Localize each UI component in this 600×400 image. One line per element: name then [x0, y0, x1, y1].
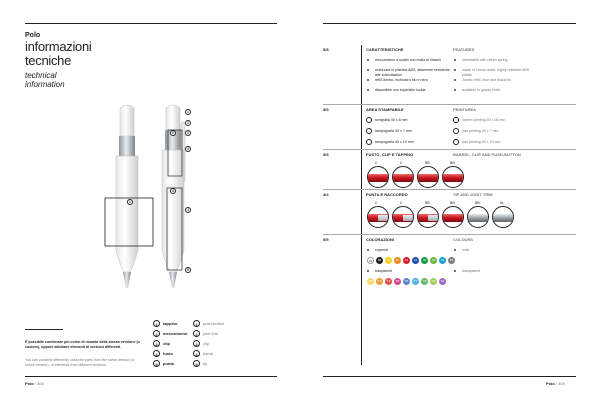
color-swatch: 44	[440, 258, 445, 262]
pen-detail-image	[367, 174, 389, 182]
trans-label-en: transparent	[462, 269, 481, 273]
bullet-dot	[367, 270, 369, 272]
pen-detail-circle	[367, 166, 389, 188]
color-swatch-transparent: T3	[377, 279, 382, 283]
variant-label: BB	[450, 161, 455, 165]
bullet-dot	[367, 89, 369, 91]
part-number-en: 5	[193, 360, 200, 367]
note-italian: È possibile combinare più colori di ricambi della stessa versione (o coolore), oppure abbinare elementi di versioni differenti.	[25, 340, 140, 349]
part-label-en: joint trim	[203, 331, 219, 336]
tip-detail	[378, 215, 389, 221]
footer-left-page: / 308	[34, 381, 44, 386]
pen-detail-image	[467, 214, 489, 222]
part-label-en: clip	[203, 341, 210, 346]
feature-it: tampografia 30 x 7 mm	[375, 129, 412, 133]
part-number-en: 1	[193, 320, 200, 327]
print-option-marker	[453, 139, 459, 145]
bullet-dot	[454, 79, 456, 81]
section-title-en: TIP AND JOINT TRIM	[453, 192, 493, 197]
print-option-marker	[453, 128, 459, 134]
pen-detail-image	[442, 174, 464, 182]
section-code: 4/4	[323, 192, 329, 197]
brand-label: Polo	[25, 32, 41, 39]
marker-4-top: 4	[185, 146, 191, 152]
title-english-2: information	[25, 80, 65, 89]
pen-detail-circle	[392, 206, 414, 228]
variant-label: AL	[500, 201, 505, 205]
bullet-dot	[367, 59, 369, 61]
section-divider	[323, 149, 576, 150]
marker-4: 4	[185, 207, 191, 213]
feature-it: meccanismo a scatto con molla di rilascio	[375, 58, 442, 62]
part-number-en: 3	[193, 340, 200, 347]
footer-right-brand: Polo	[546, 381, 555, 386]
color-swatch-transparent: T8	[422, 279, 427, 283]
print-option-marker	[453, 117, 459, 123]
bullet-dot	[367, 79, 369, 81]
tip-detail	[403, 215, 414, 221]
section-code: 5/5	[323, 237, 329, 242]
bullet-dot	[454, 249, 456, 251]
part-label-it: punta	[163, 361, 174, 366]
solid-label-it: coprenti	[375, 248, 388, 252]
pen-detail-circle	[492, 206, 514, 228]
pen-detail-circle	[442, 166, 464, 188]
variant-label: C	[400, 161, 403, 165]
title-english-1: technical	[25, 71, 57, 80]
feature-it: refill Jumbo, inchiostro blu e nero	[375, 78, 428, 82]
part-number-en: 4	[193, 350, 200, 357]
part-number: 3	[153, 340, 160, 347]
feature-it: tampografia 40 x 10 mm	[375, 140, 414, 144]
variant-label: C	[375, 201, 378, 205]
color-swatch: 55	[449, 258, 454, 262]
section-title-it: FUSTO, CLIP E TAPPINO	[366, 152, 414, 157]
color-swatch: 06	[377, 258, 382, 262]
section-title-en: COLOURS	[453, 237, 473, 242]
solid-label-en: solid	[462, 248, 470, 252]
color-swatch: 08	[386, 258, 391, 262]
color-swatch: 33	[431, 258, 436, 262]
note-english: You can combine differently coloured parts from the same version (or colour version), or elements from different versions.	[25, 358, 135, 367]
part-label-it: fusto	[163, 351, 173, 356]
section-title-en: PRINTAREA	[453, 107, 477, 112]
section-divider	[323, 189, 576, 190]
part-label-it: clip	[163, 341, 170, 346]
title-italian-2: tecniche	[25, 53, 72, 68]
bullet-dot	[454, 69, 456, 71]
section-title-en: BARREL, CLIP AND PUSH-BUTTON	[453, 152, 521, 157]
color-swatch-transparent: T2	[368, 279, 373, 283]
color-swatch-transparent: T6	[404, 279, 409, 283]
color-swatch-transparent: T5	[395, 279, 400, 283]
section-title-it: PUNTA E RACCORDO	[366, 192, 408, 197]
feature-en: pad printing 30 x 7 mm	[462, 129, 499, 133]
pen-detail-circle	[467, 206, 489, 228]
feature-it: disponibile con superficie lucida	[375, 88, 426, 92]
feature-en: retractable with return spring	[462, 58, 508, 62]
bullet-dot	[454, 270, 456, 272]
part-label-en: tip	[203, 361, 208, 366]
section-title-en: FEATURES	[453, 47, 475, 52]
feature-it: serigrafia 40 x 8 mm	[375, 118, 408, 122]
footer-left	[25, 381, 44, 386]
color-swatch: 21	[413, 258, 418, 262]
color-swatch: 30	[422, 258, 427, 262]
part-label-it: tappino	[163, 321, 178, 326]
section-code: 5/5	[323, 152, 329, 157]
variant-label: C	[375, 161, 378, 165]
pen-detail-image	[492, 214, 514, 222]
marker-3-inner: 3	[170, 130, 176, 136]
marker-3: 3	[185, 130, 191, 136]
feature-en: screen printing 40 x 08 mm	[462, 118, 506, 122]
feature-it: realizzata in plastica ABS, altamente resistente alle sollecitazioni	[375, 68, 450, 77]
print-option-marker	[366, 139, 372, 145]
pen-detail-circle	[417, 166, 439, 188]
marker-4-inner: 4	[170, 188, 176, 194]
part-label-it: meccanismo	[163, 331, 188, 336]
section-title-it: CARATTERISTICHE	[366, 47, 404, 52]
print-option-marker	[366, 117, 372, 123]
part-number-en: 2	[193, 330, 200, 337]
part-number: 1	[153, 320, 160, 327]
marker-2: 2	[185, 120, 191, 126]
pen-detail-circle	[442, 206, 464, 228]
trans-label-it: trasparenti	[375, 269, 392, 273]
marker-5: 5	[185, 267, 191, 273]
print-option-marker	[366, 128, 372, 134]
pen-detail-image	[417, 174, 439, 182]
pen-detail-circle	[367, 206, 389, 228]
variant-label: BB	[425, 201, 430, 205]
section-code: 5/5	[323, 47, 329, 52]
section-title-it: AREA STAMPABILE	[366, 107, 404, 112]
pen-detail-circle	[392, 166, 414, 188]
color-swatch-transparent: TA	[440, 279, 445, 283]
variant-label: BB	[450, 201, 455, 205]
pen-detail-circle	[417, 206, 439, 228]
feature-en: made of shock-resist. highly resistant ABS plastic	[462, 68, 530, 77]
part-number: 4	[153, 350, 160, 357]
title-italian-1: informazioni	[25, 39, 92, 54]
feature-en: available in glossy finish	[462, 88, 501, 92]
bullet-dot	[454, 89, 456, 91]
part-number: 5	[153, 360, 160, 367]
part-label-en: push-button	[203, 321, 225, 326]
pen-detail-image	[392, 174, 414, 182]
part-number: 2	[153, 330, 160, 337]
marker-1: 1	[185, 109, 191, 115]
bullet-dot	[367, 249, 369, 251]
section-title-it: COLORAZIONI	[366, 237, 394, 242]
variant-label: C	[400, 201, 403, 205]
variant-label: BB	[425, 161, 430, 165]
pen-detail-image	[442, 214, 464, 222]
part-label-en: barrel	[203, 351, 214, 356]
color-swatch-transparent: T7	[413, 279, 418, 283]
color-swatch: 12	[404, 258, 409, 262]
footer-left-brand: Polo	[25, 381, 34, 386]
section-code: 5/5	[323, 107, 329, 112]
variant-label: BB	[475, 201, 480, 205]
section-divider	[323, 234, 576, 235]
feature-en: pad printing 40 x 10 mm	[462, 140, 501, 144]
color-swatch: 10	[395, 258, 400, 262]
bullet-dot	[367, 69, 369, 71]
color-swatch-transparent: T4	[386, 279, 391, 283]
section-divider	[323, 104, 576, 105]
tip-detail	[428, 215, 439, 221]
footer-right	[546, 381, 565, 386]
color-swatch: 01	[368, 259, 373, 263]
color-swatch-transparent: T9	[431, 279, 436, 283]
bullet-dot	[454, 59, 456, 61]
marker-1-pen1: 1	[127, 199, 133, 205]
feature-en: Jumbo refill, blue and black ink	[462, 78, 512, 82]
footer-right-page: / 308	[555, 381, 565, 386]
